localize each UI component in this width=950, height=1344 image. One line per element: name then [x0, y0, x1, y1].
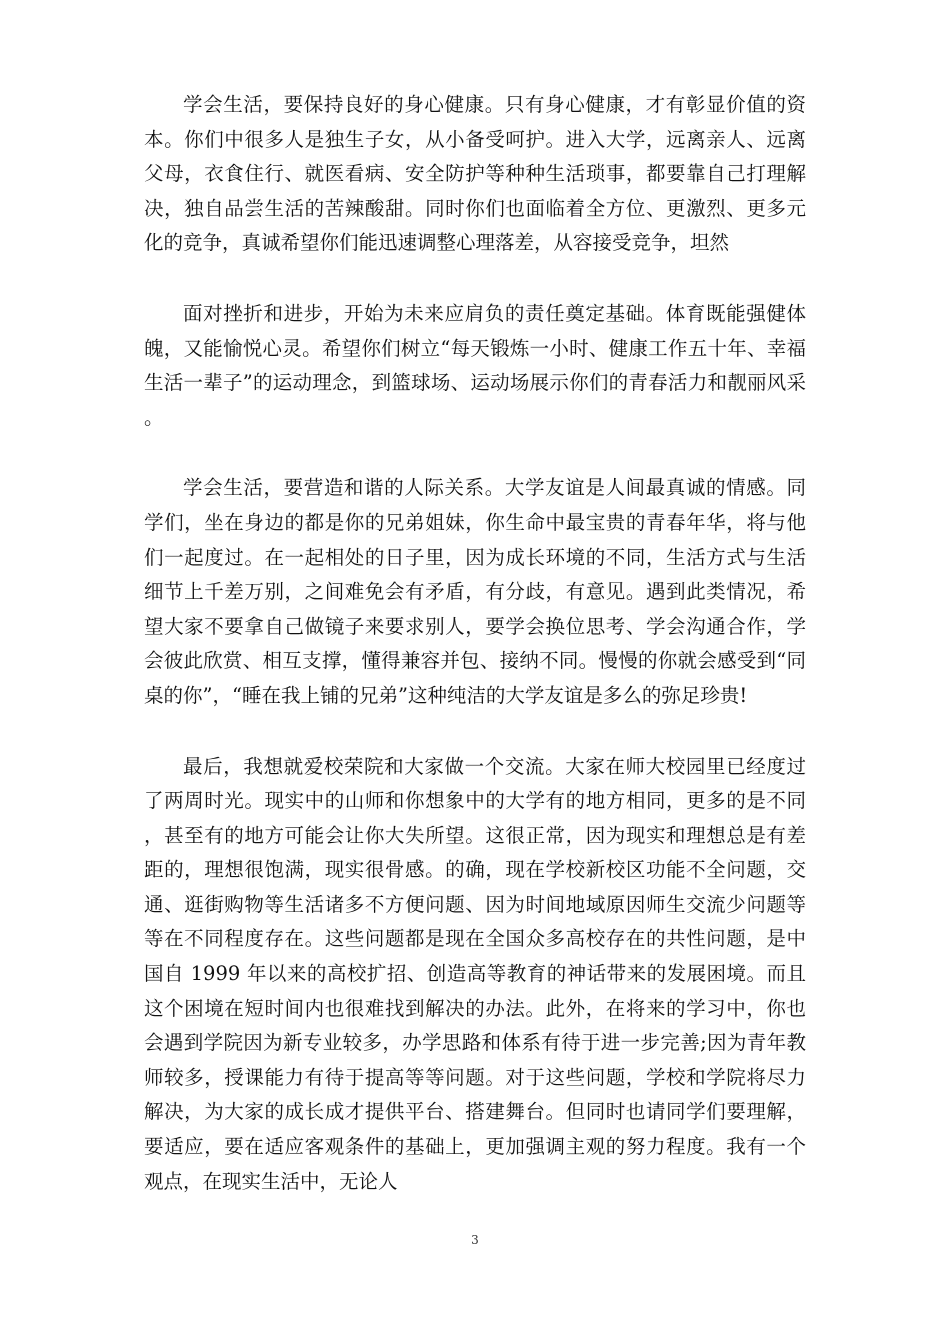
page-number: 3 [471, 1233, 479, 1247]
body-text [144, 88, 806, 1235]
paragraph: 学会生活，要营造和谐的人际关系。大学友谊是人间最真诚的情感。同学们，坐在身边的都是你的兄弟姐妹，你生命中最宝贵的青春年华，将与他们一起度过。在一起相处的日子里，因为成长环境的不同，生活方式与生活细节上千差万别，之间难免会有矛盾，有分歧，有意见。遇到此类情况，希望大家不要拿自己做镜子来要求别人，要学会换位思考、学会沟通合作，学会彼此欣赏、相互支撑，懂得兼容并包、接纳不同。慢慢的你就会感受到“同桌的你”，“睡在我上铺的兄弟”这种纯洁的大学友谊是多么的弥足珍贵! [144, 476, 806, 707]
paragraph: 学会生活，要保持良好的身心健康。只有身心健康，才有彰显价值的资本。你们中很多人是独生子女，从小备受呵护。进入大学，远离亲人、远离父母，衣食住行、就医看病、安全防护等种种生活琐事，都要靠自己打理解决，独自品尝生活的苦辣酸甜。同时你们也面临着全方位、更激烈、更多元化的竞争，真诚希望你们能迅速调整心理落差，从容接受竞争，坦然 [144, 93, 806, 255]
paragraph: 最后，我想就爱校荣院和大家做一个交流。大家在师大校园里已经度过了两周时光。现实中的山师和你想象中的大学有的地方相同，更多的是不同，甚至有的地方可能会让你大失所望。这很正常，因为现实和理想总是有差距的，理想很饱满，现实很骨感。的确，现在学校新校区功能不全问题，交通、逛街购物等生活诸多不方便问题、因为时间地域原因师生交流少问题等等在不同程度存在。这些问题都是现在全国众多高校存在的共性问题，是中国自 1999 年以来的高校扩招、创造高等教育的神话带来的发展困境。而且这个困境在短时间内也很难找到解决的办法。此外，在将来的学习中，你也会遇到学院因为新专业较多，办学思路和体系有待于进一步完善;因为青年教师较多，授课能力有待于提高等等问题。对于这些问题，学校和学院将尽力解决，为大家的成长成才提供平台、搭建舞台。但同时也请同学们要理解，要适应，要在适应客观条件的基础上，更加强调主观的努力程度。我有一个观点，在现实生活中，无论人 [144, 754, 806, 1193]
paragraph: 面对挫折和进步，开始为未来应肩负的责任奠定基础。体育既能强健体魄，又能愉悦心灵。希望你们树立“每天锻炼一小时、健康工作五十年、幸福生活一辈子”的运动理念，到篮球场、运动场展示你们的青春活力和靓丽风采。 [144, 301, 806, 429]
